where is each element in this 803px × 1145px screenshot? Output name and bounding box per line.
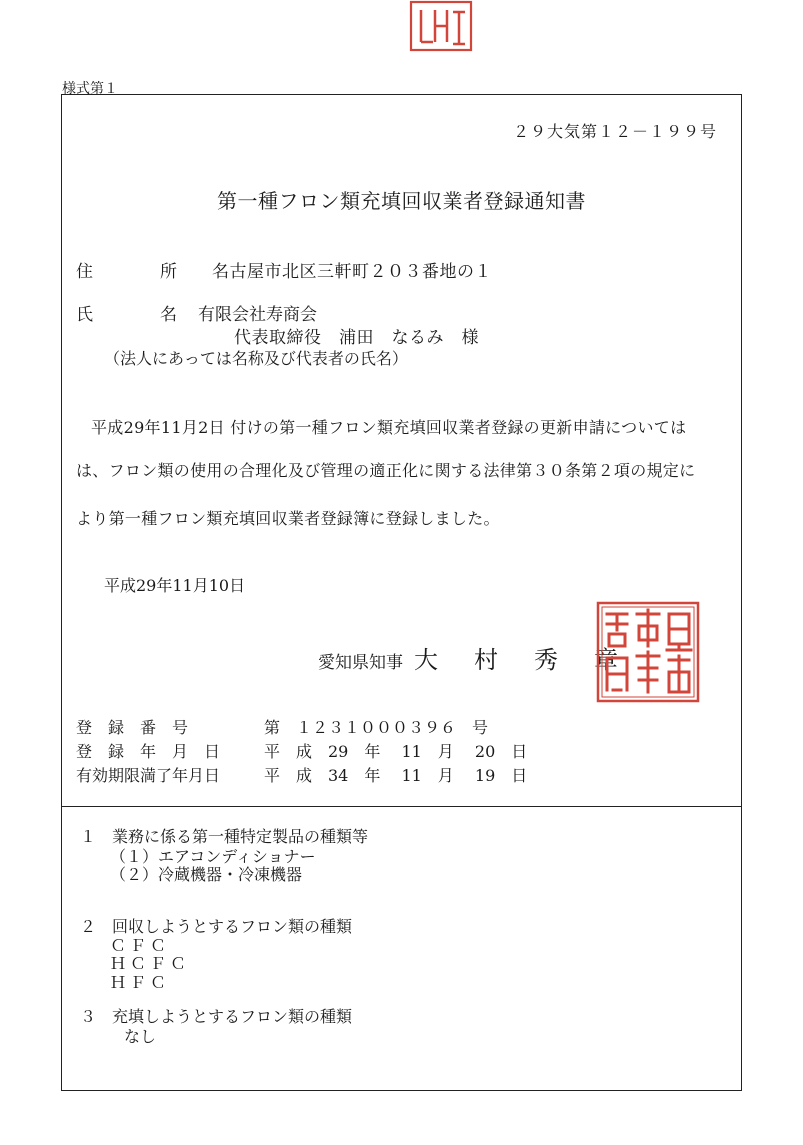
- body-line-2: は、フロン類の使用の合理化及び管理の適正化に関する法律第３０条第２項の規定に: [76, 461, 696, 480]
- governor-name-char: 章: [594, 646, 618, 674]
- registration-date-label: 登 録 年 月 日: [76, 742, 221, 761]
- address-label-1: 住: [76, 262, 93, 282]
- address-value: 名古屋市北区三軒町２０３番地の１: [212, 262, 492, 282]
- expiry-date-label: 有効期限満了年月日: [76, 766, 221, 785]
- section-divider: [61, 806, 742, 807]
- item-1-heading: １ 業務に係る第一種特定製品の種類等: [80, 827, 369, 846]
- registration-date-value: 平 成 29 年 11 月 20 日: [264, 742, 528, 761]
- governor-name-char: 秀: [534, 646, 558, 674]
- representative-name: 代表取締役 浦田 なるみ 様: [234, 328, 479, 348]
- company-name: 有限会社寿商会: [198, 305, 317, 325]
- item-3-entry: なし: [124, 1027, 157, 1046]
- item-2-entry: ＣＦＣ: [110, 936, 171, 955]
- body-line-3: より第一種フロン類充填回収業者登録簿に登録しました。: [76, 509, 500, 528]
- governor-title: 愛知県知事: [318, 653, 403, 673]
- document-number: ２９大気第１２－１９９号: [512, 122, 717, 141]
- registration-number-value: 第 １２３１０００３９６ 号: [264, 718, 489, 737]
- body-line-1: 平成29年11月2日 付けの第一種フロン類充填回収業者登録の更新申請については: [91, 418, 687, 437]
- item-1-entry: （１）エアコンディショナー: [110, 847, 316, 866]
- item-3-heading: ３ 充填しようとするフロン類の種類: [80, 1007, 353, 1026]
- item-2-entry: ＨＦＣ: [110, 973, 171, 992]
- name-label-1: 氏: [76, 305, 93, 325]
- form-label: 様式第１: [62, 81, 118, 97]
- address-label-2: 所: [160, 262, 177, 282]
- governor-name-char: 大: [414, 646, 438, 674]
- expiry-date-value: 平 成 34 年 11 月 19 日: [264, 766, 528, 785]
- document-title: 第一種フロン類充填回収業者登録通知書: [217, 189, 586, 213]
- issue-date: 平成29年11月10日: [104, 576, 246, 595]
- item-2-heading: ２ 回収しようとするフロン類の種類: [80, 917, 353, 936]
- name-label-2: 名: [160, 305, 177, 325]
- official-seal-stamp: [595, 600, 701, 704]
- name-note: （法人にあっては名称及び代表者の氏名）: [104, 349, 408, 368]
- governor-name-char: 村: [474, 646, 498, 674]
- item-2-entry: ＨＣＦＣ: [110, 954, 191, 973]
- top-seal-stamp: [405, 0, 477, 54]
- registration-number-label: 登 録 番 号: [76, 718, 189, 737]
- item-1-entry: （２）冷蔵機器・冷凍機器: [110, 865, 303, 884]
